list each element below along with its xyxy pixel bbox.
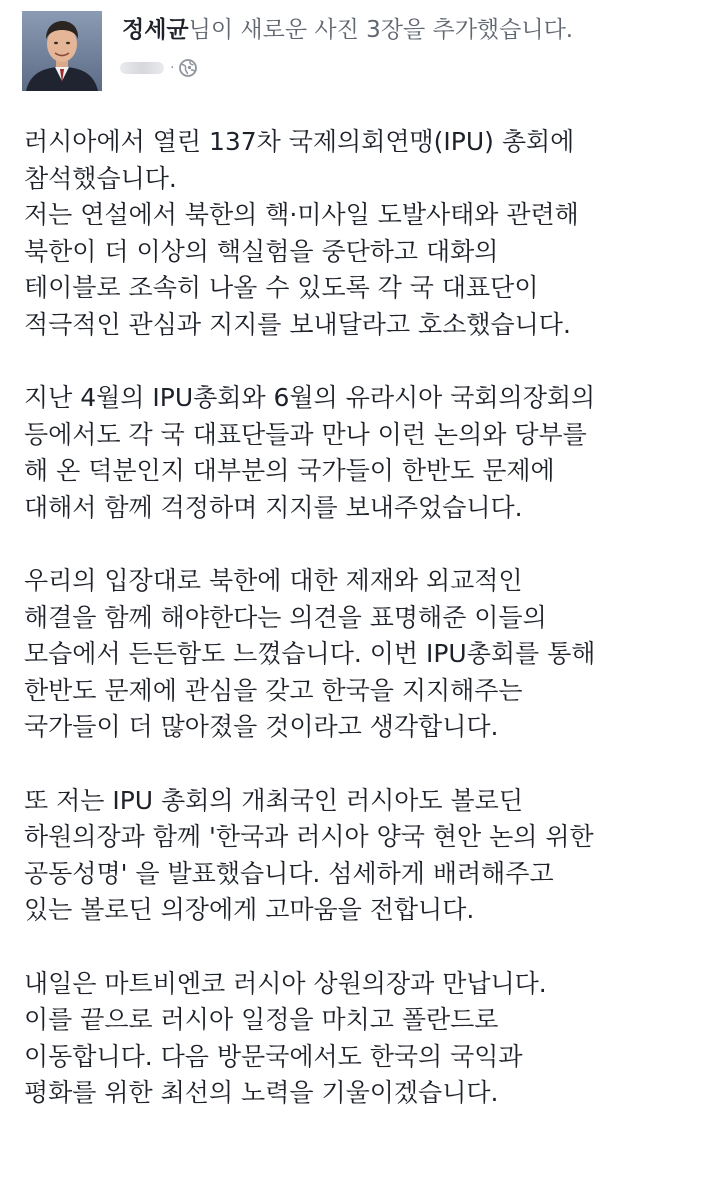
post-text-line: 국가들이 더 많아졌을 것이라고 생각합니다. — [24, 712, 499, 741]
post-body — [24, 124, 696, 1149]
post-paragraph — [24, 380, 696, 526]
post-text-line: 내일은 마트비엔코 러시아 상원의장과 만납니다. — [24, 968, 547, 998]
post-paragraph — [24, 124, 696, 343]
post-text-line: 한반도 문제에 관심을 갖고 한국을 지지해주는 — [24, 675, 523, 705]
post-text-line: 하원의장과 함께 '한국과 러시아 양국 현안 논의 위한 — [24, 822, 594, 851]
post-text-line: 우리의 입장대로 북한에 대한 제재와 외교적인 — [24, 566, 523, 595]
meta-separator: · — [170, 60, 175, 76]
author-name[interactable]: 정세균 — [122, 17, 189, 43]
post-action-text: 님이 새로운 사진 3장을 추가했습니다. — [188, 17, 574, 43]
post-paragraph — [24, 563, 696, 746]
post-text-line: 있는 볼로딘 의장에게 고마움을 전합니다. — [24, 895, 475, 924]
avatar-photo — [22, 11, 102, 91]
timestamp-redacted[interactable] — [120, 62, 164, 74]
post-text-line: 이를 끝으로 러시아 일정을 마치고 폴란드로 — [24, 1005, 499, 1034]
post-text-line: 대해서 함께 걱정하며 지지를 보내주었습니다. — [24, 492, 523, 522]
post-text-line: 저는 연설에서 북한의 핵·미사일 도발사태와 관련해 — [24, 200, 579, 229]
post-text-line: 해 온 덕분인지 대부분의 국가들이 한반도 문제에 — [24, 456, 555, 485]
post-text-line: 참석했습니다. — [24, 163, 177, 193]
post-text-line: 해결을 함께 해야한다는 의견을 표명해준 이들의 — [24, 602, 547, 632]
post-text-line: 러시아에서 열린 137차 국제의회연맹(IPU) 총회에 — [24, 127, 575, 156]
post-text-line: 등에서도 각 국 대표단들과 만나 이런 논의와 당부를 — [24, 419, 587, 449]
globe-icon[interactable] — [178, 58, 198, 78]
post-text-line: 모습에서 든든함도 느꼈습니다. 이번 IPU총회를 통해 — [24, 639, 596, 668]
post-header — [0, 0, 704, 100]
post-text-line: 평화를 위한 최선의 노력을 기울이겠습니다. — [24, 1078, 499, 1107]
avatar[interactable] — [22, 11, 102, 91]
post-text-line: 지난 4월의 IPU총회와 6월의 유라시아 국회의장회의 — [24, 383, 596, 412]
post-text-line: 공동성명' 을 발표했습니다. 섬세하게 배려해주고 — [24, 858, 554, 888]
post-text-line: 또 저는 IPU 총회의 개최국인 러시아도 볼로딘 — [24, 785, 523, 815]
post-header-text — [122, 14, 573, 46]
post-paragraph — [24, 783, 696, 929]
post-text-line: 이동합니다. 다음 방문국에서도 한국의 국익과 — [24, 1041, 523, 1071]
post-text-line: 북한이 더 이상의 핵실험을 중단하고 대화의 — [24, 236, 499, 266]
post-text-line: 테이블로 조속히 나올 수 있도록 각 국 대표단이 — [24, 273, 539, 302]
post-text-line: 적극적인 관심과 지지를 보내달라고 호소했습니다. — [24, 309, 571, 339]
post-paragraph — [24, 966, 696, 1112]
